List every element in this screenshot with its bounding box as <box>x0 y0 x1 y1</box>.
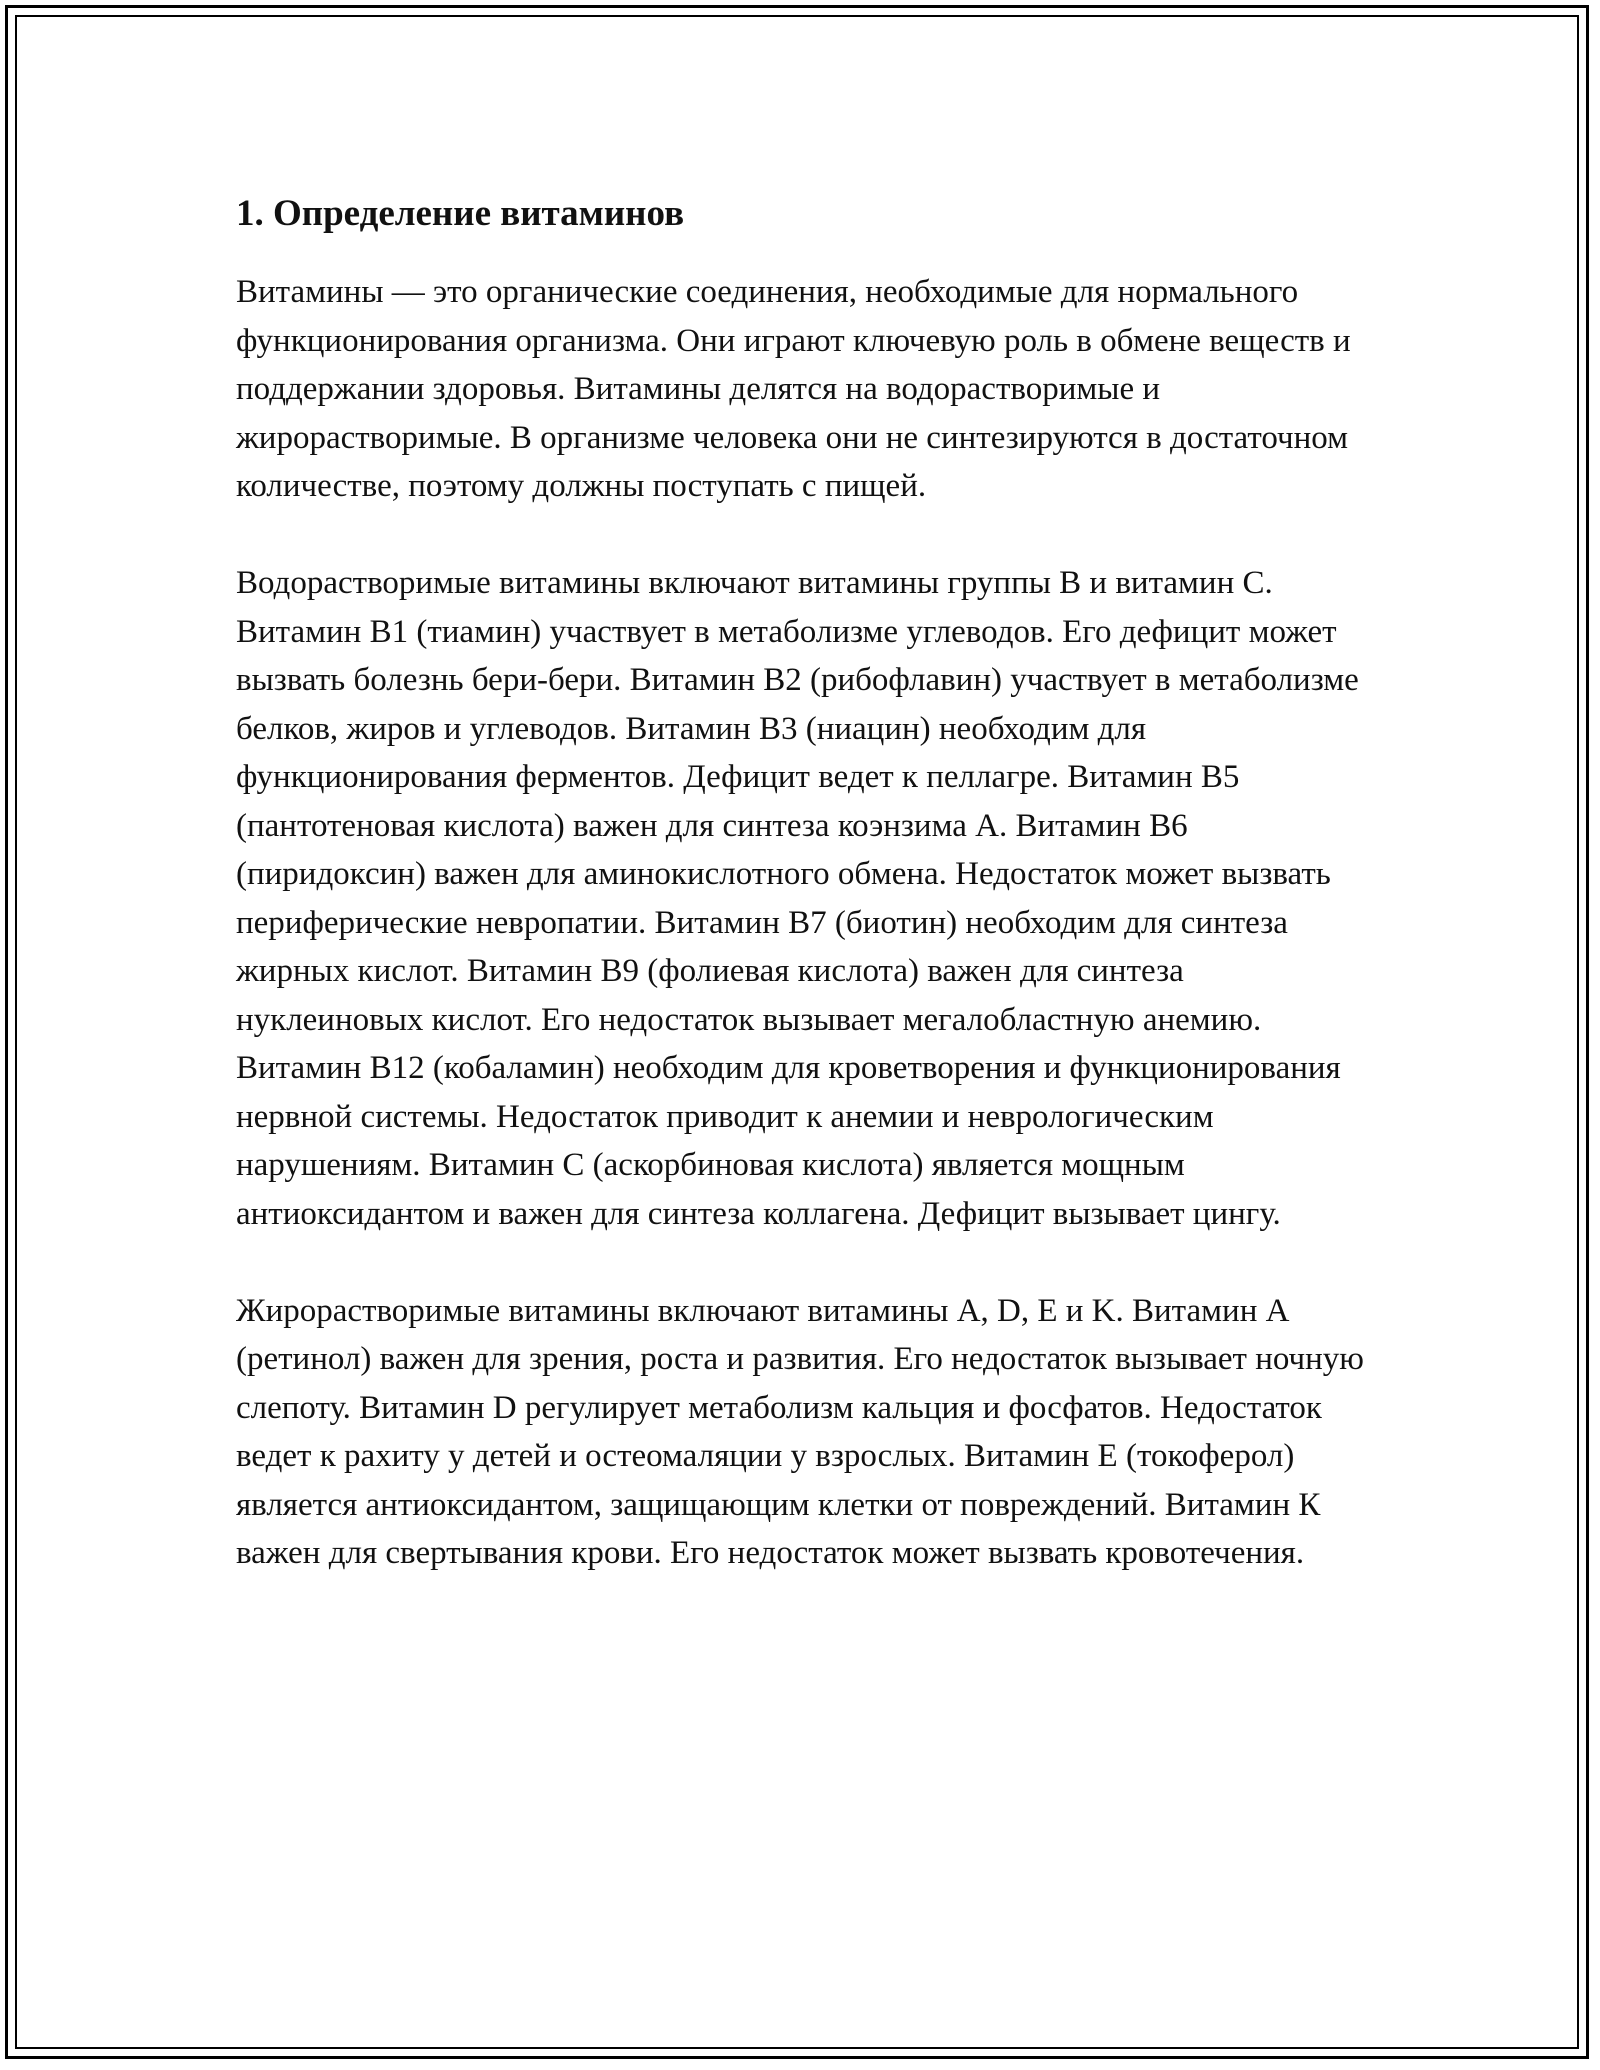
document-body <box>236 182 1376 1578</box>
paragraph-intro: Витамины — это органические соединения, необходимые для нормального функционирования организма. Они играют ключевую роль в обмене веществ и поддержании здоровья. Витамины делятся на водорастворимые и жирорастворимые. В организме человека они не синтезируются в достаточном количестве, поэтому должны поступать с пищей. <box>236 274 1351 504</box>
section-heading: 1. Определение витаминов <box>236 193 685 234</box>
paragraph-fat-soluble: Жирорастворимые витамины включают витамины A, D, E и K. Витамин А (ретинол) важен для зрения, роста и развития. Его недостаток вызывает ночную слепоту. Витамин D регулирует метаболизм кальция и фосфатов. Недостаток ведет к рахиту у детей и остеомаляции у взрослых. Витамин Е (токоферол) является антиоксидантом, защищающим клетки от повреждений. Витамин К важен для свертывания крови. Его недостаток может вызвать кровотечения. <box>236 1292 1364 1571</box>
paragraph-water-soluble: Водорастворимые витамины включают витамины группы В и витамин С. Витамин В1 (тиамин) участвует в метаболизме углеводов. Его дефицит может вызвать болезнь бери-бери. Витамин В2 (рибофлавин) участвует в метаболизме белков, жиров и углеводов. Витамин В3 (ниацин) необходим для функционирования ферментов. Дефицит ведет к пеллагре. Витамин В5 (пантотеновая кислота) важен для синтеза коэнзима А. Витамин В6 (пиридоксин) важен для аминокислотного обмена. Недостаток может вызвать периферические невропатии. Витамин В7 (биотин) необходим для синтеза жирных кислот. Витамин В9 (фолиевая кислота) важен для синтеза нуклеиновых кислот. Его недостаток вызывает мегалобластную анемию. Витамин В12 (кобаламин) необходим для кроветворения и функционирования нервной системы. Недостаток приводит к анемии и неврологическим нарушениям. Витамин С (аскорбиновая кислота) является мощным антиоксидантом и важен для синтеза коллагена. Дефицит вызывает цингу. <box>236 565 1359 1232</box>
